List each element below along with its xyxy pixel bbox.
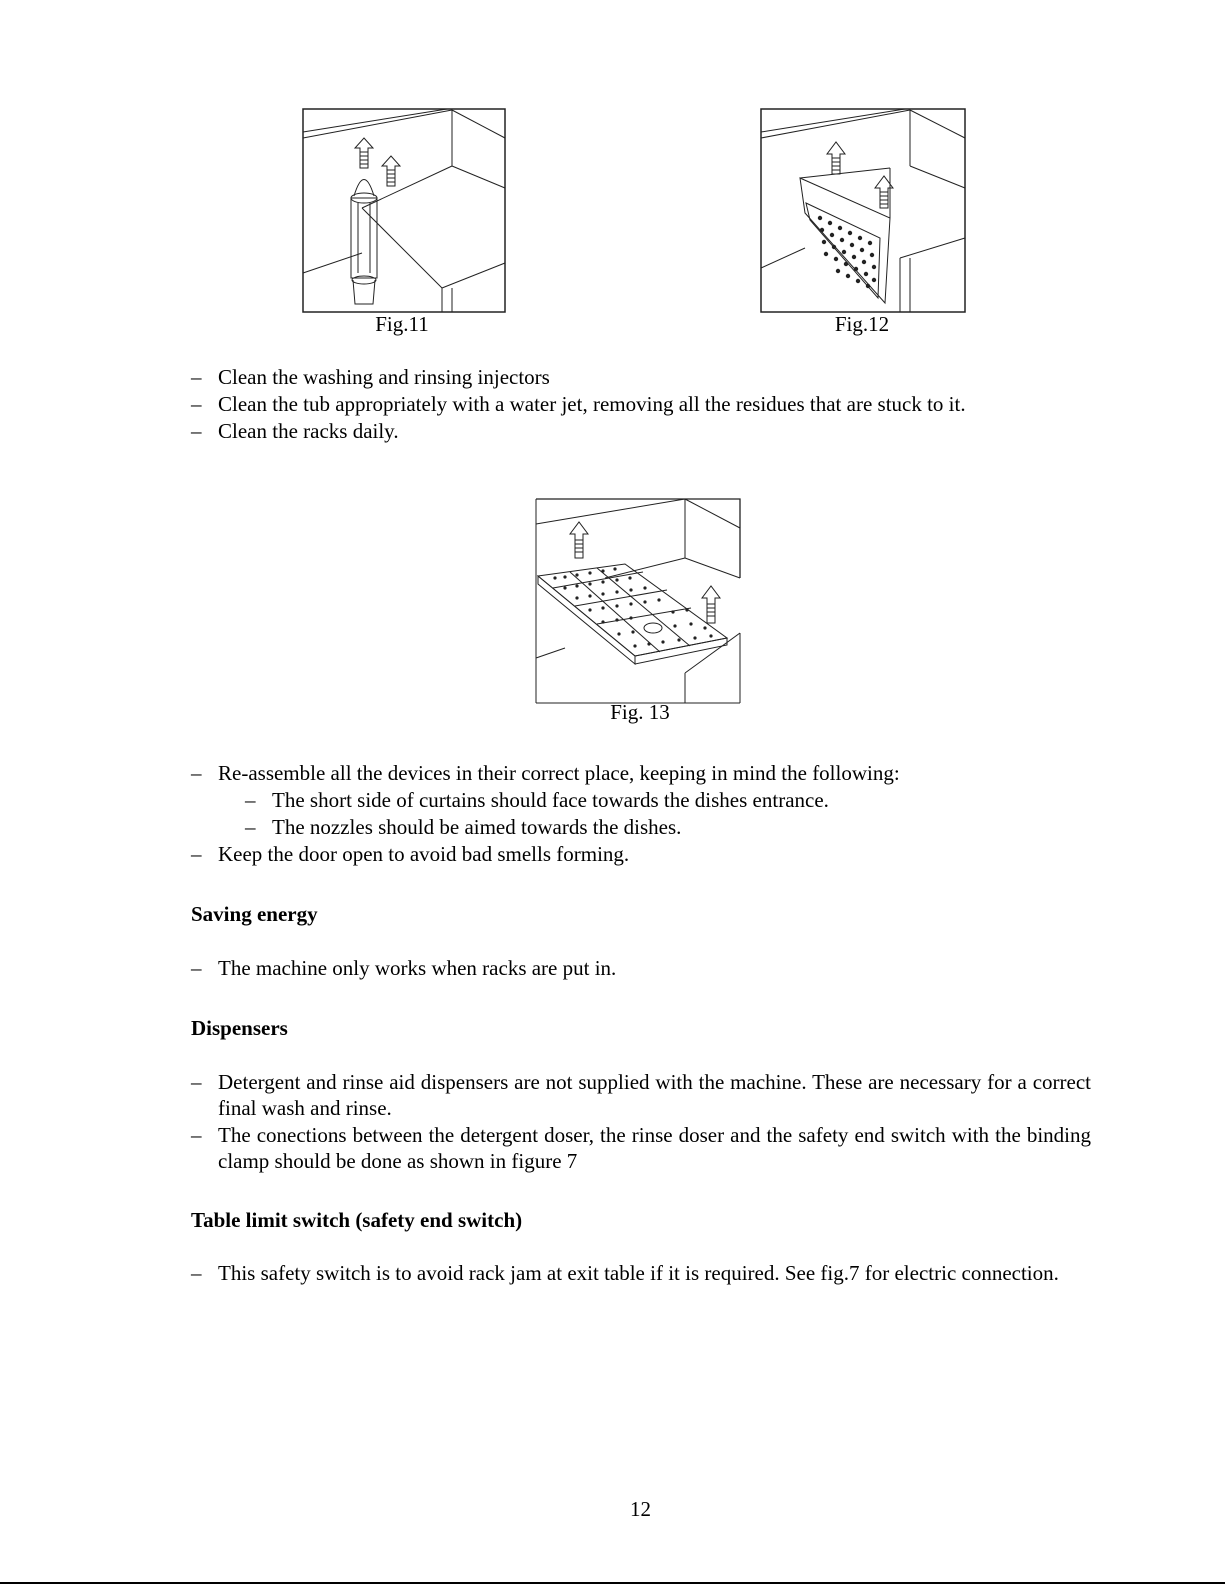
- list-item-dispensers-not-supplied: Detergent and rinse aid dispensers are not supplied with the machine. These are necessary for a correct final wash and rinse.: [218, 1070, 1091, 1120]
- bullet-dash: –: [191, 365, 202, 389]
- bullet-dash: –: [191, 419, 202, 443]
- bullet-dash: –: [191, 956, 202, 980]
- bullet-dash: –: [191, 1070, 202, 1094]
- section-heading-saving-energy: Saving energy: [191, 902, 318, 926]
- bottom-rule: [0, 1582, 1225, 1584]
- sub-item-curtains: The short side of curtains should face towards the dishes entrance.: [272, 788, 829, 812]
- bullet-dash: –: [191, 761, 202, 785]
- sub-item-nozzles: The nozzles should be aimed towards the dishes.: [272, 815, 682, 839]
- list-item-machine-works: The machine only works when racks are put in.: [218, 956, 617, 980]
- page-number: 12: [630, 1497, 651, 1521]
- figure-11-caption: Fig.11: [375, 312, 429, 336]
- figure-12-illustration: [760, 108, 966, 313]
- bullet-dash: –: [191, 1123, 202, 1147]
- section-heading-table-limit-switch: Table limit switch (safety end switch): [191, 1208, 523, 1232]
- section-heading-dispensers: Dispensers: [191, 1016, 288, 1040]
- bullet-dash: –: [191, 1261, 202, 1285]
- list-item-clean-tub: Clean the tub appropriately with a water jet, removing all the residues that are stuck to it.: [218, 392, 966, 416]
- bullet-dash: –: [191, 842, 202, 866]
- list-item-clean-racks: Clean the racks daily.: [218, 419, 399, 443]
- bullet-dash: –: [191, 392, 202, 416]
- list-item-safety-switch: This safety switch is to avoid rack jam at exit table if it is required. See fig.7 for electric connection.: [218, 1261, 1059, 1285]
- sub-bullet-dash: –: [245, 815, 256, 839]
- list-item-clean-injectors: Clean the washing and rinsing injectors: [218, 365, 550, 389]
- figure-13-illustration: [535, 498, 743, 704]
- list-item-keep-door-open: Keep the door open to avoid bad smells forming.: [218, 842, 630, 866]
- figure-12-caption: Fig.12: [834, 312, 890, 336]
- figure-13-caption: Fig. 13: [610, 700, 670, 724]
- list-item-dispenser-connections: The conections between the detergent doser, the rinse doser and the safety end switch with the binding clamp should be done as shown in figure 7: [218, 1123, 1091, 1173]
- figure-11-illustration: [302, 108, 506, 313]
- sub-bullet-dash: –: [245, 788, 256, 812]
- list-item-reassemble: Re-assemble all the devices in their correct place, keeping in mind the following:: [218, 761, 900, 785]
